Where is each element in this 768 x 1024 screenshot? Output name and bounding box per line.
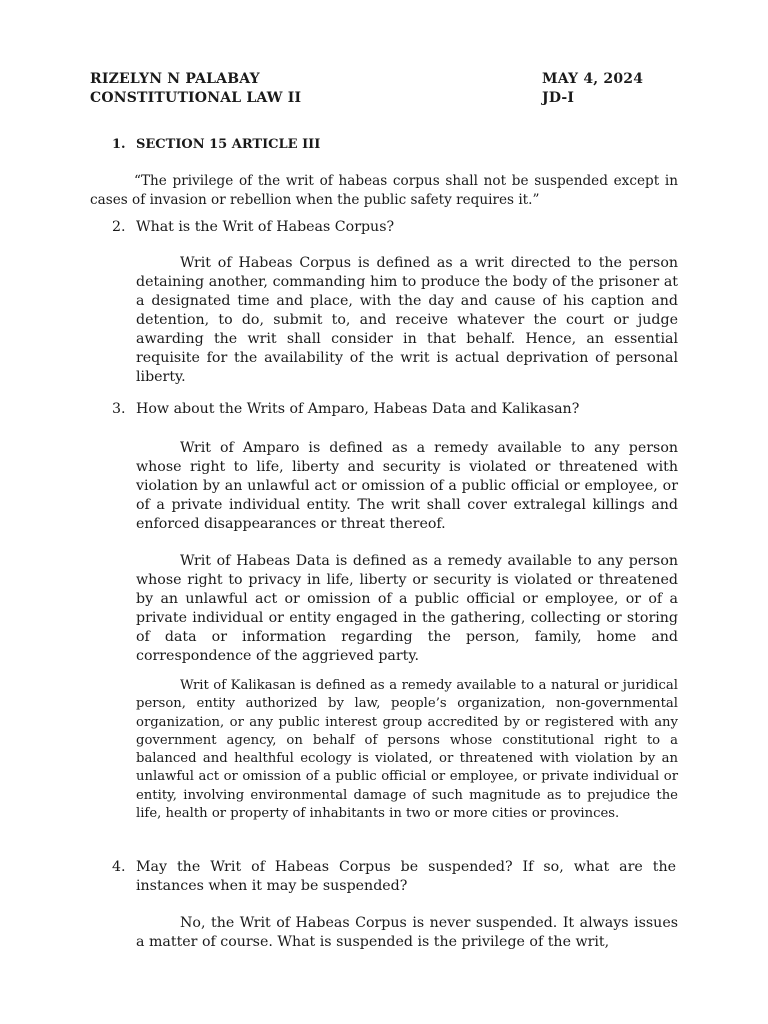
constitutional-quote: “The privilege of the writ of habeas corpus shall not be suspended except in cases of invasion or rebellion when the public safety requires it.” [90, 173, 678, 208]
author-name: RIZELYN N PALABAY [90, 71, 260, 87]
student-level: JD-I [542, 90, 575, 106]
document-date: MAY 4, 2024 [542, 71, 644, 87]
answer-kalikasan: Writ of Kalikasan is defined as a remedy available to a natural or juridical person, entity authorized by law, people’s organization, non-governmental organization, or any public interest group accredited by or registered with any government agency, on behalf of persons whose constitutional right to a balanced and healthful ecology is violated, or threatened with violation by an unlawful act or omission of a public official or employee, or private individual or entity, involving environmental damage of such magnitude as to prejudice the life, health or property of inhabitants in two or more cities or provinces. [136, 678, 678, 822]
question-text: May the Writ of Habeas Corpus be suspended? If so, what are the instances when it may be suspended? [136, 859, 676, 894]
header-row-1 [90, 70, 650, 89]
section-number: 1. [112, 137, 126, 152]
question-text: How about the Writs of Amparo, Habeas Data and Kalikasan? [136, 401, 580, 417]
section-title: SECTION 15 ARTICLE III [136, 137, 321, 152]
answer-habeas-data: Writ of Habeas Data is defined as a remedy available to any person whose right to privacy in life, liberty or security is violated or threatened by an unlawful act or omission of a public official or employee, or of a private individual or entity engaged in the gathering, collecting or storing of data or information regarding the person, family, home and correspondence of the aggrieved party. [136, 553, 678, 664]
course-name: CONSTITUTIONAL LAW II [90, 90, 302, 106]
section-heading [112, 137, 320, 152]
header-row-2 [90, 89, 650, 108]
question-number: 4. [112, 859, 126, 875]
question-number: 2. [112, 219, 126, 235]
question-2 [112, 218, 678, 237]
answer-habeas-corpus: Writ of Habeas Corpus is defined as a writ directed to the person detaining another, commanding him to produce the body of the prisoner at a designated time and place, with the day and cause of his caption and detention, to do, submit to, and receive whatever the court or judge awarding the writ shall consider in that behalf. Hence, an essential requisite for the availability of the writ is actual deprivation of personal liberty. [136, 255, 678, 385]
question-number: 3. [112, 401, 126, 417]
document-header [90, 70, 650, 108]
answer-amparo: Writ of Amparo is defined as a remedy available to any person whose right to life, liberty and security is violated or threatened with violation by an unlawful act or omission of a public official or employee, or of a private individual entity. The writ shall cover extralegal killings and enforced disappearances or threat thereof. [136, 440, 678, 532]
answer-suspension: No, the Writ of Habeas Corpus is never suspended. It always issues a matter of course. What is suspended is the privilege of the writ, [136, 915, 678, 950]
question-3 [112, 400, 678, 419]
question-text: What is the Writ of Habeas Corpus? [136, 219, 395, 235]
question-4 [112, 858, 678, 896]
